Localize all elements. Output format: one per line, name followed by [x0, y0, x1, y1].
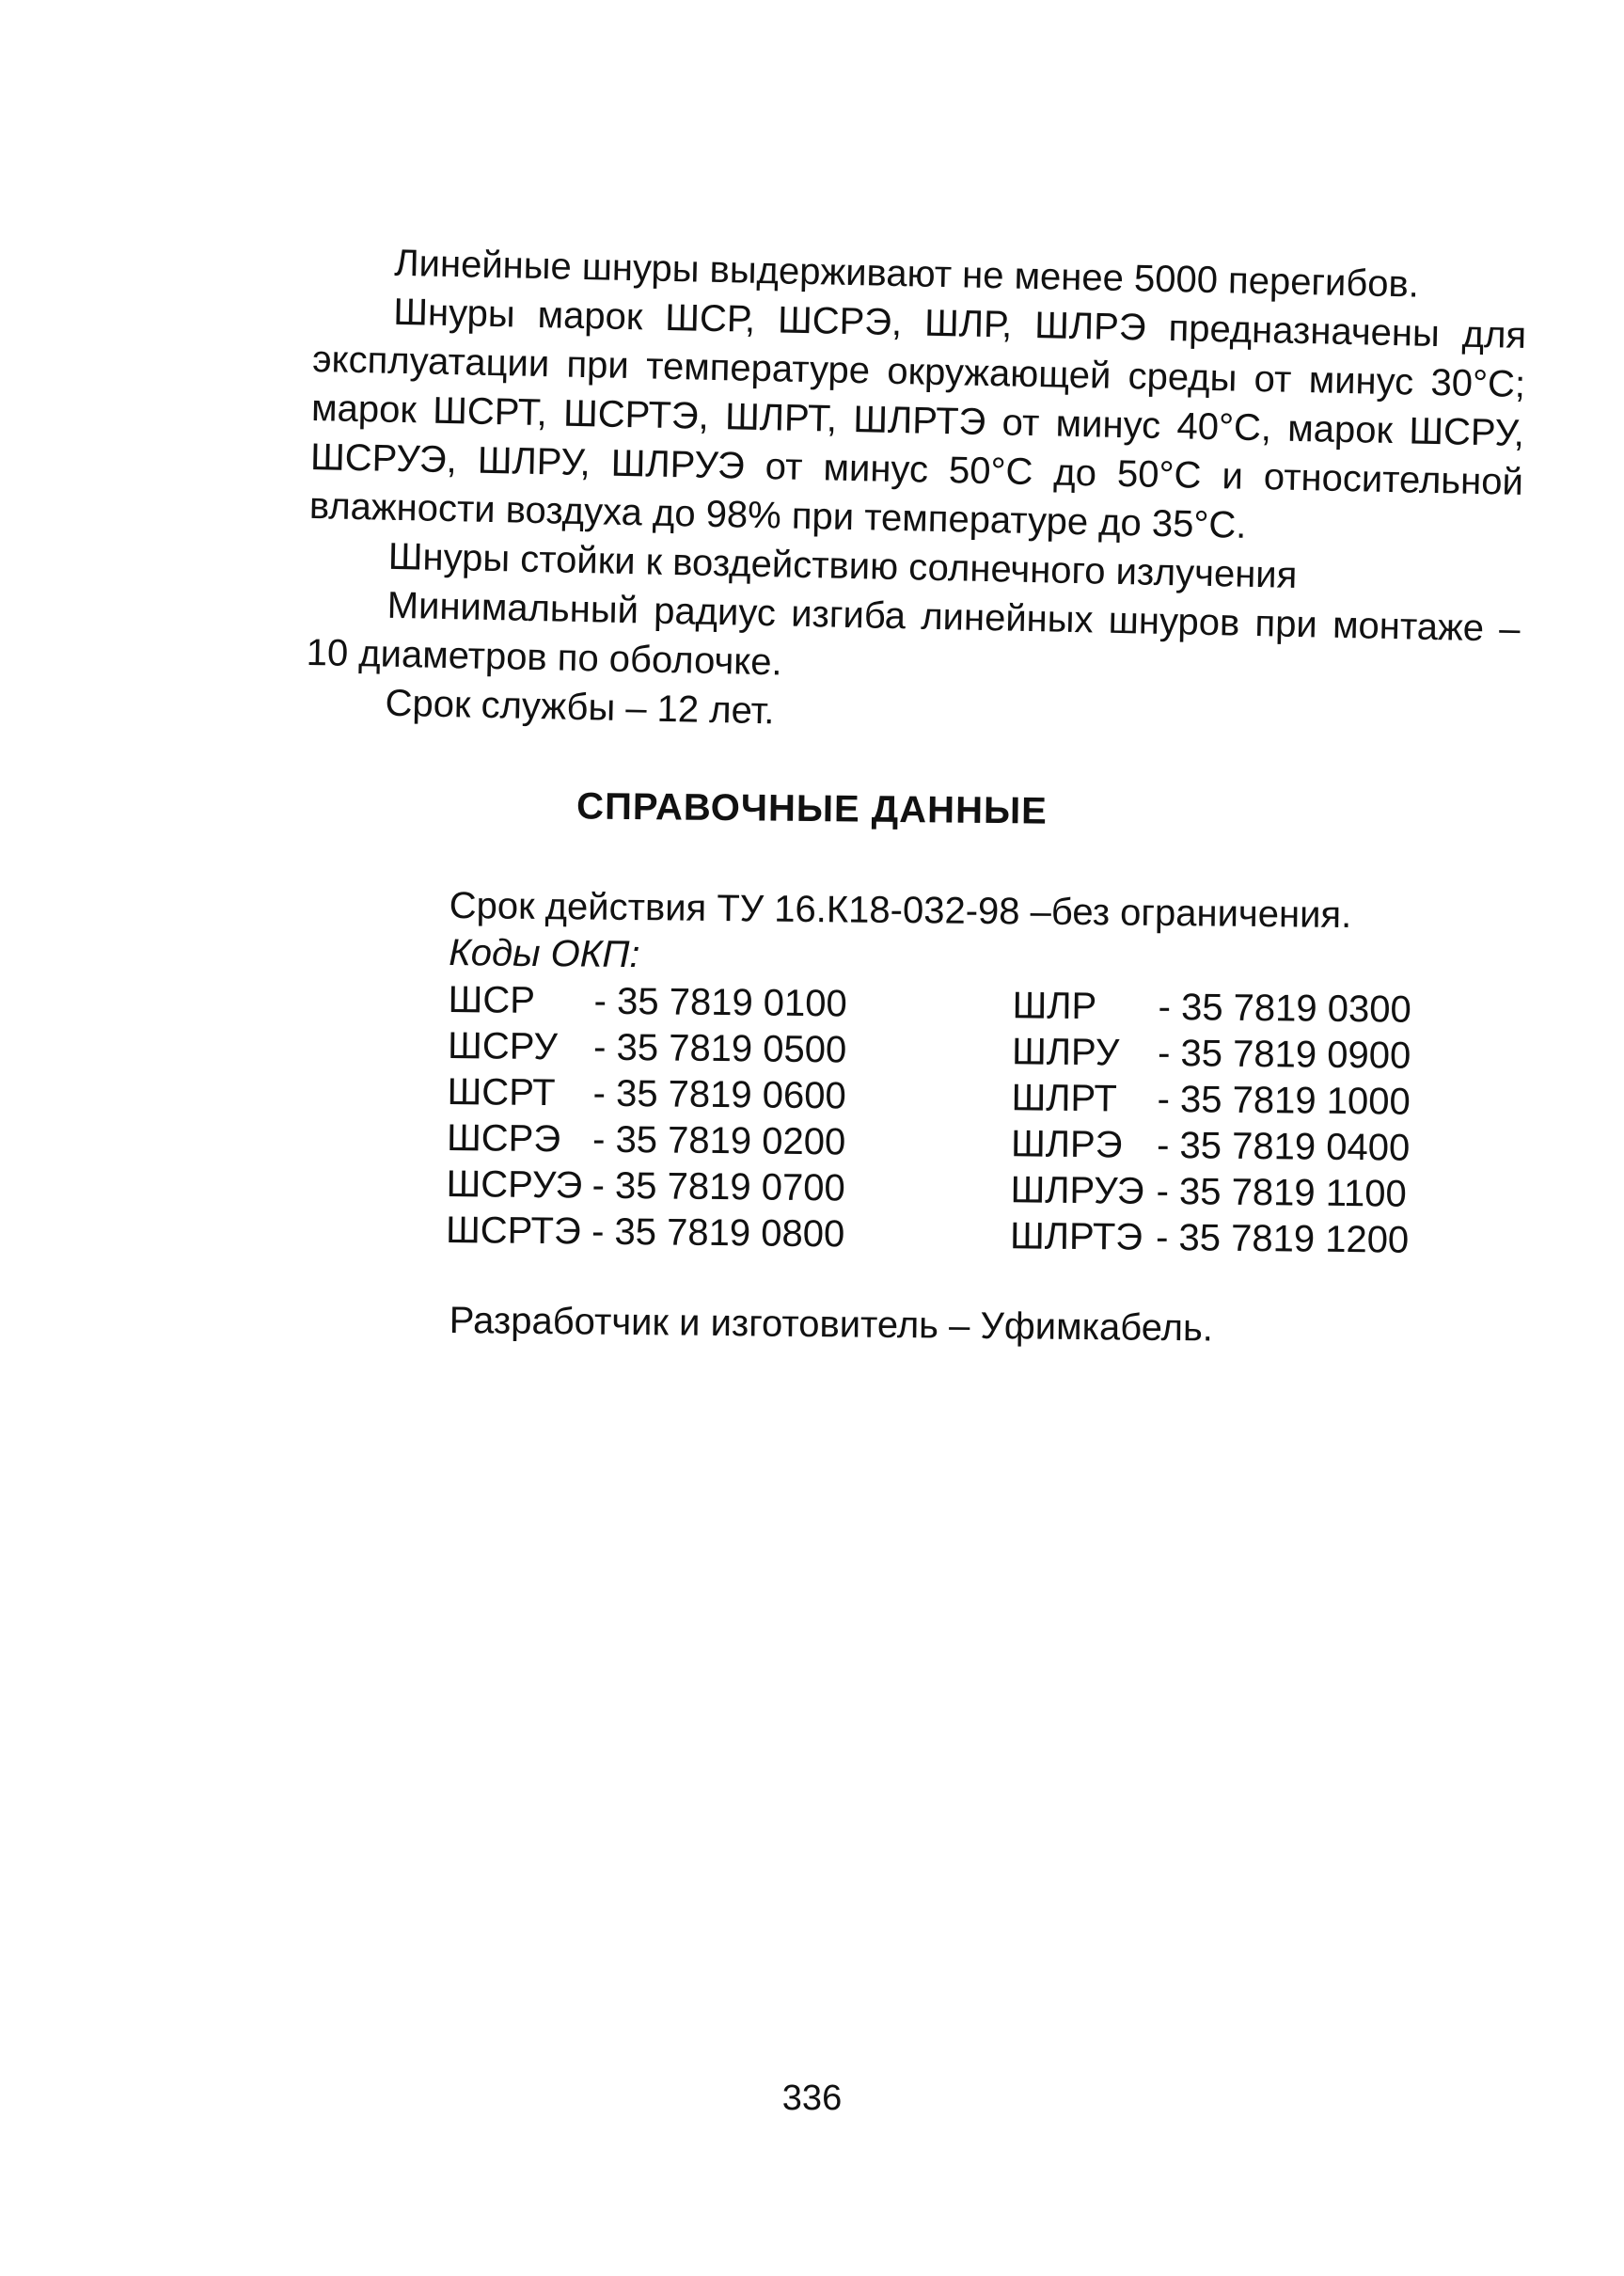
- page-number: 336: [781, 2078, 843, 2118]
- code-row: [447, 1068, 1011, 1120]
- paragraph-service-life: Срок службы – 12 лет.: [385, 682, 775, 733]
- code-row: [1012, 982, 1501, 1033]
- code-value: - 35 7819 0900: [1157, 1032, 1411, 1077]
- code-name: ШСР: [448, 978, 536, 1021]
- paragraph-solar: Шнуры стойки к воздействию солнечного излучения: [387, 535, 1298, 596]
- code-name: ШЛРТ: [1011, 1076, 1118, 1119]
- code-value: - 35 7819 0600: [592, 1072, 847, 1116]
- manufacturer-line: Разработчик и изготовитель – Уфимкабель.: [449, 1300, 1214, 1350]
- code-value: - 35 7819 0100: [593, 980, 848, 1024]
- code-value: - 35 7819 1100: [1156, 1170, 1407, 1215]
- codes-label: Коды ОКП:: [448, 931, 640, 976]
- code-name: ШСРЭ: [446, 1116, 561, 1160]
- validity-line: Срок действия ТУ 16.К18-032-98 –без ограничения.: [449, 884, 1352, 937]
- code-row: [446, 1207, 1010, 1258]
- code-name: ШСРУ: [447, 1024, 559, 1067]
- code-value: - 35 7819 0500: [592, 1026, 847, 1070]
- code-name: ШЛРТЭ: [1009, 1214, 1143, 1258]
- code-value: - 35 7819 0200: [591, 1118, 846, 1162]
- reference-data: [446, 882, 1531, 1264]
- code-row: [446, 1161, 1010, 1212]
- code-row: [1011, 1120, 1500, 1171]
- code-name: ШСРУЭ: [446, 1162, 583, 1206]
- codes-column-left: [446, 976, 1013, 1258]
- code-value: - 35 7819 0800: [591, 1210, 845, 1255]
- code-value: - 35 7819 1200: [1155, 1216, 1410, 1261]
- paragraph-bend-radius: Минимальный радиус изгиба линейных шнуров при монтаже – 10 диаметров по оболочке.: [306, 584, 1522, 684]
- code-row: [448, 1022, 1012, 1074]
- code-value: - 35 7819 0300: [1158, 986, 1411, 1031]
- code-name: ШЛР: [1012, 984, 1097, 1027]
- code-row: [1012, 1028, 1501, 1079]
- codes-table: [446, 976, 1530, 1264]
- paragraph-bends: Линейные шнуры выдерживают не менее 5000 перегибов.: [393, 242, 1420, 306]
- code-row: [1010, 1212, 1499, 1263]
- code-name: ШСРТЭ: [445, 1209, 581, 1252]
- code-name: ШЛРЭ: [1010, 1122, 1123, 1166]
- paragraph-temperature: Шнуры марок ШСР, ШСРЭ, ШЛР, ШЛРЭ предназначены для эксплуатации при температуре окружающей среды от минус 30°С; марок ШСРТ, ШСРТЭ, ШЛРТ, ШЛРТЭ от минус 40°С, марок ШСРУ, ШСРУЭ, ШЛРУ, ШЛРУЭ от минус 50°С до 50°С и относительной влажности воздуха до 98% при температуре до 35°С.: [308, 291, 1527, 546]
- code-name: ШЛРУ: [1011, 1030, 1120, 1073]
- code-row: [1010, 1166, 1499, 1217]
- code-value: - 35 7819 1000: [1157, 1078, 1411, 1123]
- code-value: - 35 7819 0700: [591, 1164, 845, 1209]
- code-value: - 35 7819 0400: [1156, 1124, 1411, 1169]
- section-heading: СПРАВОЧНЫЕ ДАННЫЕ: [575, 785, 1049, 832]
- code-row: [1011, 1074, 1500, 1125]
- code-row: [447, 1114, 1011, 1166]
- code-row: [448, 976, 1012, 1028]
- code-name: ШСРТ: [447, 1070, 556, 1114]
- code-name: ШЛРУЭ: [1010, 1168, 1144, 1212]
- codes-column-right: [1010, 982, 1502, 1263]
- body-text: [305, 237, 1528, 751]
